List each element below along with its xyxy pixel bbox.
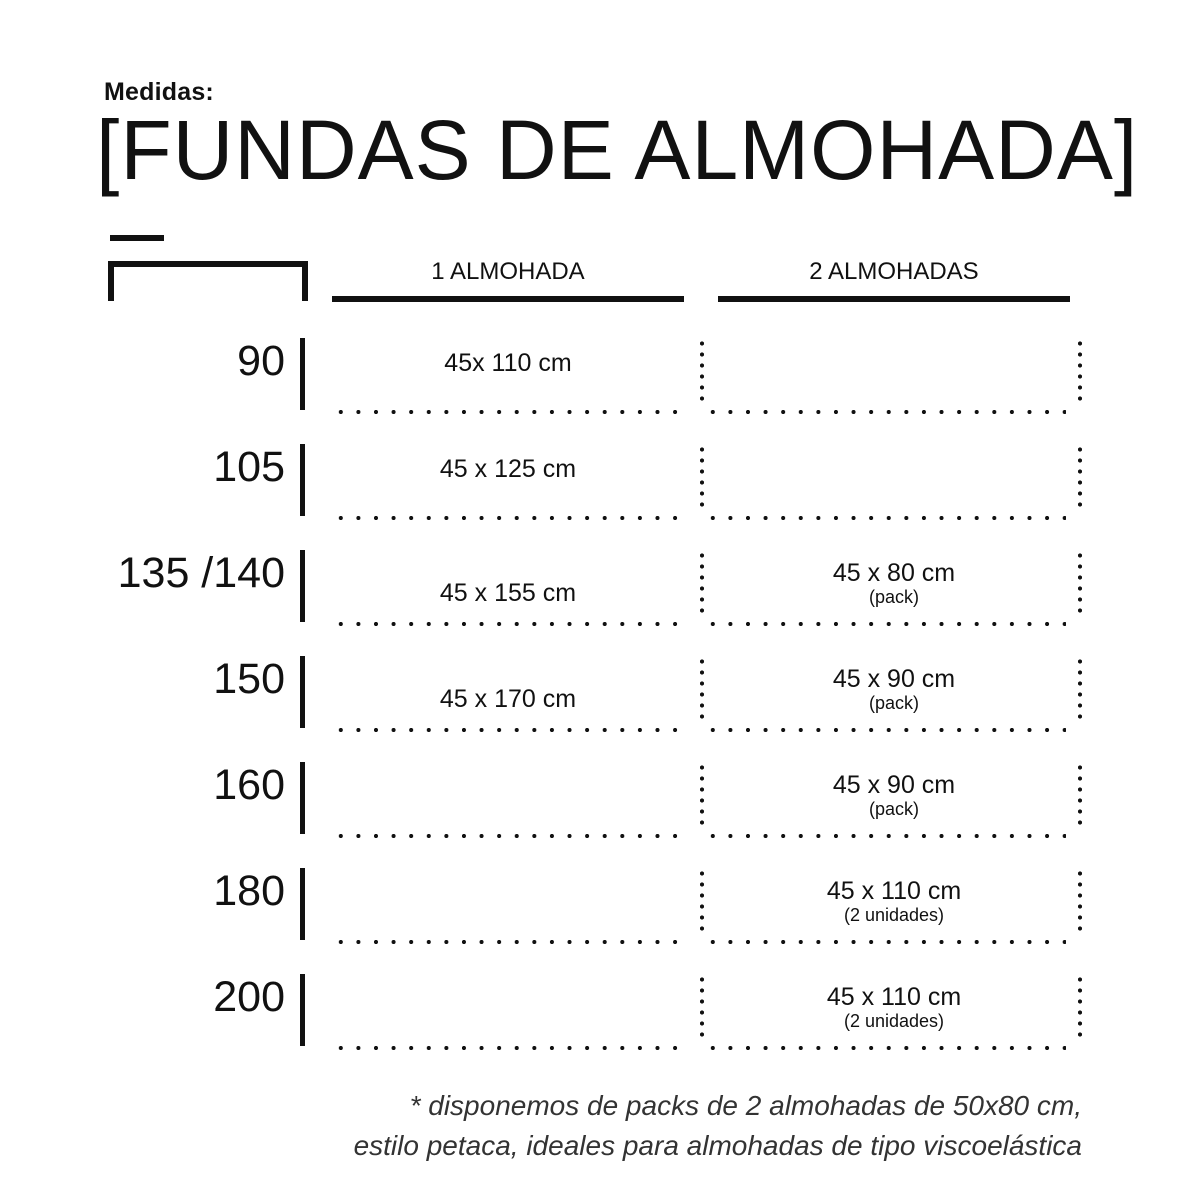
row-divider <box>704 728 1066 732</box>
cell-border-right <box>1078 762 1082 828</box>
cell-subnote: (pack) <box>868 692 919 713</box>
cell-two-pillows <box>706 984 1082 1031</box>
bed-size-label: 200 <box>213 973 285 1021</box>
column-header-1-underline <box>332 296 684 302</box>
cell-border-left <box>700 868 704 934</box>
cell-one-pillow <box>332 350 684 378</box>
cell-two-pillows <box>706 560 1082 607</box>
cell-one-pillow <box>332 456 684 484</box>
row-divider <box>704 1046 1066 1050</box>
row-divider <box>704 516 1066 520</box>
bed-size-label: 150 <box>213 655 285 703</box>
footnote-line-1: * disponemos de packs de 2 almohadas de 50x80 cm, <box>409 1090 1082 1121</box>
row-divider <box>332 728 688 732</box>
cell-subnote: (pack) <box>868 798 919 819</box>
cell-two-pillows <box>706 666 1082 713</box>
row-divider <box>332 516 688 520</box>
row-marker <box>300 338 305 410</box>
cell-border-left <box>700 550 704 616</box>
row-divider <box>332 622 688 626</box>
section-label: Medidas: <box>104 78 214 106</box>
cell-border-left <box>700 444 704 510</box>
cell-subnote: (2 unidades) <box>843 1010 945 1031</box>
cell-border-right <box>1078 868 1082 934</box>
page-title: [FUNDAS DE ALMOHADA] <box>96 103 1139 197</box>
column-header-2-underline <box>718 296 1070 302</box>
cell-two-pillows <box>706 878 1082 925</box>
cell-border-left <box>700 338 704 404</box>
row-divider <box>332 1046 688 1050</box>
cell-one-pillow <box>332 686 684 714</box>
cell-value: 45 x 110 cm <box>826 983 962 1011</box>
row-marker <box>300 444 305 516</box>
cell-border-left <box>700 762 704 828</box>
cell-border-right <box>1078 656 1082 722</box>
bed-size-label: 105 <box>213 443 285 491</box>
cell-two-pillows <box>706 772 1082 819</box>
bed-size-label: 135 /140 <box>117 549 285 597</box>
row-marker <box>300 762 305 834</box>
row-divider <box>704 622 1066 626</box>
row-divider <box>704 410 1066 414</box>
cell-value: 45 x 170 cm <box>439 685 577 713</box>
cell-border-right <box>1078 974 1082 1040</box>
cell-border-right <box>1078 550 1082 616</box>
row-marker <box>300 656 305 728</box>
cell-one-pillow <box>332 580 684 608</box>
column-header-1: 1 ALMOHADA <box>431 258 585 285</box>
cell-value: 45 x 90 cm <box>832 771 956 799</box>
cell-border-left <box>700 974 704 1040</box>
row-divider <box>332 834 688 838</box>
cell-border-left <box>700 656 704 722</box>
row-marker <box>300 974 305 1046</box>
bed-size-label: 180 <box>213 867 285 915</box>
bed-size-label: 90 <box>237 337 285 385</box>
row-divider <box>332 940 688 944</box>
cell-value: 45 x 80 cm <box>832 559 956 587</box>
cell-value: 45 x 155 cm <box>439 579 577 607</box>
cell-border-right <box>1078 338 1082 404</box>
row-marker <box>300 550 305 622</box>
cell-value: 45 x 125 cm <box>439 455 577 483</box>
cell-value: 45 x 110 cm <box>826 877 962 905</box>
footnote-line-2: estilo petaca, ideales para almohadas de tipo viscoelástica <box>353 1130 1082 1161</box>
cell-border-right <box>1078 444 1082 510</box>
column-header-2: 2 ALMOHADAS <box>809 258 979 285</box>
cell-subnote: (pack) <box>868 586 919 607</box>
row-divider <box>704 834 1066 838</box>
cell-value: 45 x 90 cm <box>832 665 956 693</box>
bed-size-label: 160 <box>213 761 285 809</box>
cell-subnote: (2 unidades) <box>843 904 945 925</box>
cell-value: 45x 110 cm <box>444 349 572 377</box>
row-divider <box>704 940 1066 944</box>
row-divider <box>332 410 688 414</box>
row-marker <box>300 868 305 940</box>
